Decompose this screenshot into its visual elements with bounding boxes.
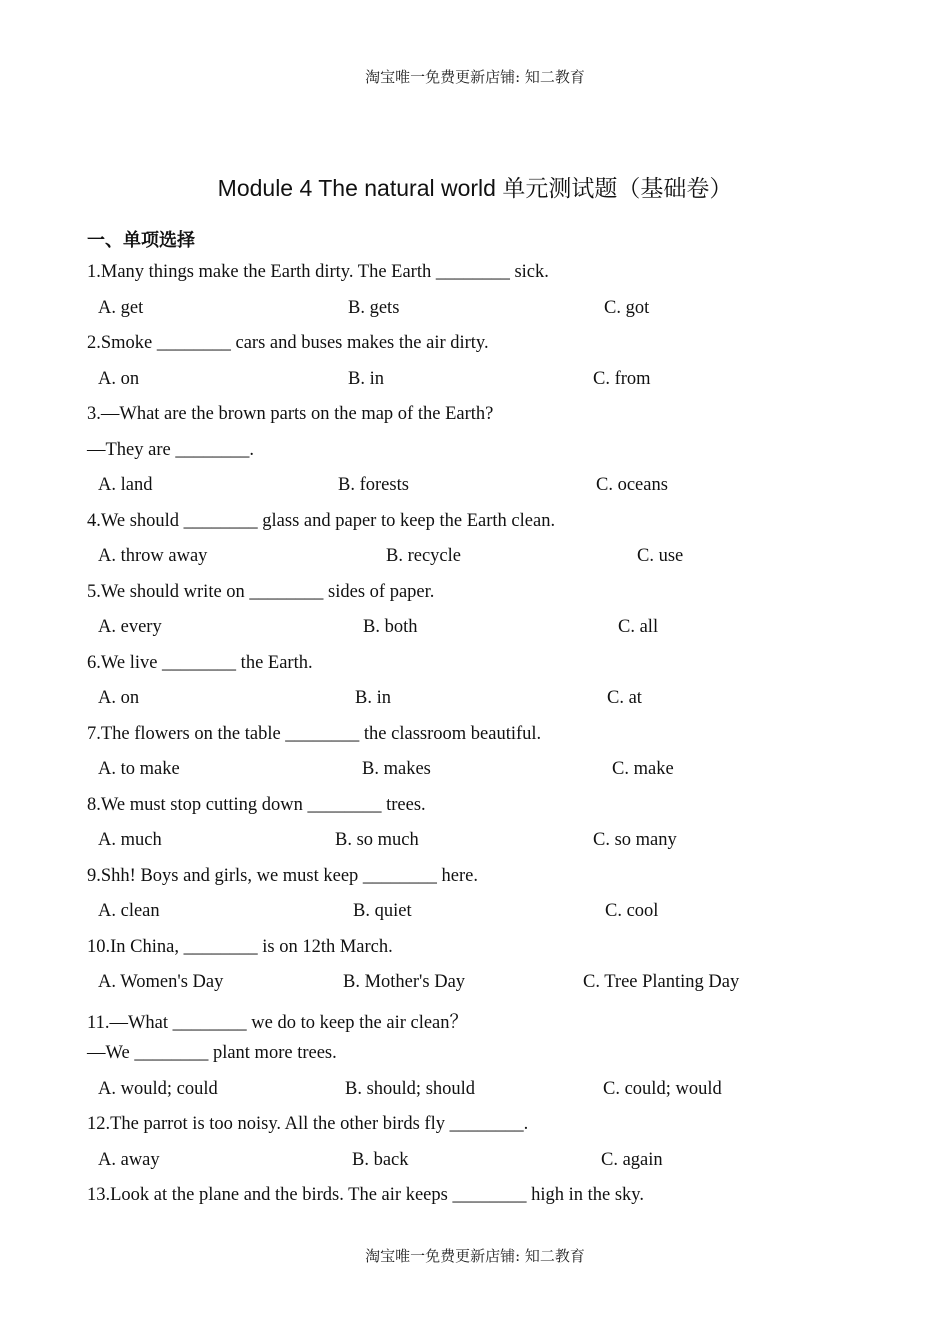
page-header: 淘宝唯一免费更新店铺: 知二教育: [365, 68, 585, 86]
question-5-stem: 5.We should write on ________ sides of paper.: [87, 582, 435, 602]
question-10-option-a: A. Women's Day: [98, 972, 224, 992]
question-7-option-c: C. make: [612, 759, 674, 779]
question-2-stem: 2.Smoke ________ cars and buses makes the air dirty.: [87, 333, 489, 353]
question-3-stem: 3.—What are the brown parts on the map of the Earth?: [87, 404, 494, 424]
question-10-option-b: B. Mother's Day: [343, 972, 466, 992]
question-8-option-c: C. so many: [593, 830, 677, 850]
question-4-option-b: B. recycle: [386, 546, 461, 566]
question-11-stem: 11.—What ________ we do to keep the air clean？: [87, 1013, 469, 1033]
question-8-option-a: A. much: [98, 830, 162, 850]
question-9-option-b: B. quiet: [353, 901, 412, 921]
question-1-option-a: A. get: [98, 298, 144, 318]
question-11-option-a: A. would; could: [98, 1079, 218, 1099]
question-11-option-c: C. could; would: [603, 1079, 722, 1099]
question-13-stem: 13.Look at the plane and the birds. The air keeps ________ high in the sky.: [87, 1185, 644, 1205]
question-6-option-c: C. at: [607, 688, 642, 708]
question-10-option-c: C. Tree Planting Day: [583, 972, 740, 992]
question-12-option-c: C. again: [601, 1150, 663, 1170]
question-11-option-b: B. should; should: [345, 1079, 476, 1099]
question-7-option-b: B. makes: [362, 759, 431, 779]
question-4-option-c: C. use: [637, 546, 684, 566]
question-12-stem: 12.The parrot is too noisy. All the other birds fly ________.: [87, 1114, 529, 1134]
question-11-stem-line-2: —We ________ plant more trees.: [87, 1043, 337, 1063]
question-12-option-a: A. away: [98, 1150, 160, 1170]
question-6-option-a: A. on: [98, 688, 140, 708]
page-footer: 淘宝唯一免费更新店铺: 知二教育: [365, 1247, 585, 1265]
question-2-option-c: C. from: [593, 369, 651, 389]
question-6-option-b: B. in: [355, 688, 391, 708]
question-7-option-a: A. to make: [98, 759, 180, 779]
question-5-option-a: A. every: [98, 617, 162, 637]
question-9-option-c: C. cool: [605, 901, 659, 921]
question-1-option-b: B. gets: [348, 298, 400, 318]
question-4-stem: 4.We should ________ glass and paper to keep the Earth clean.: [87, 511, 556, 531]
question-8-option-b: B. so much: [335, 830, 419, 850]
question-8-stem: 8.We must stop cutting down ________ trees.: [87, 795, 426, 815]
document-title: Module 4 The natural world 单元测试题（基础卷）: [217, 175, 733, 201]
question-3-option-c: C. oceans: [596, 475, 668, 495]
question-12-option-b: B. back: [352, 1150, 409, 1170]
section-heading: 一、单项选择: [87, 230, 195, 251]
question-2-option-b: B. in: [348, 369, 384, 389]
question-4-option-a: A. throw away: [98, 546, 208, 566]
question-1-stem: 1.Many things make the Earth dirty. The Earth ________ sick.: [87, 262, 549, 282]
question-3-stem-line-2: —They are ________.: [87, 440, 254, 460]
question-9-option-a: A. clean: [98, 901, 160, 921]
question-3-option-a: A. land: [98, 475, 153, 495]
question-1-option-c: C. got: [604, 298, 650, 318]
question-5-option-c: C. all: [618, 617, 659, 637]
question-10-stem: 10.In China, ________ is on 12th March.: [87, 937, 393, 957]
question-2-option-a: A. on: [98, 369, 140, 389]
question-3-option-b: B. forests: [338, 475, 409, 495]
question-7-stem: 7.The flowers on the table ________ the classroom beautiful.: [87, 724, 542, 744]
question-6-stem: 6.We live ________ the Earth.: [87, 653, 313, 673]
question-5-option-b: B. both: [363, 617, 418, 637]
question-9-stem: 9.Shh! Boys and girls, we must keep ________ here.: [87, 866, 479, 886]
